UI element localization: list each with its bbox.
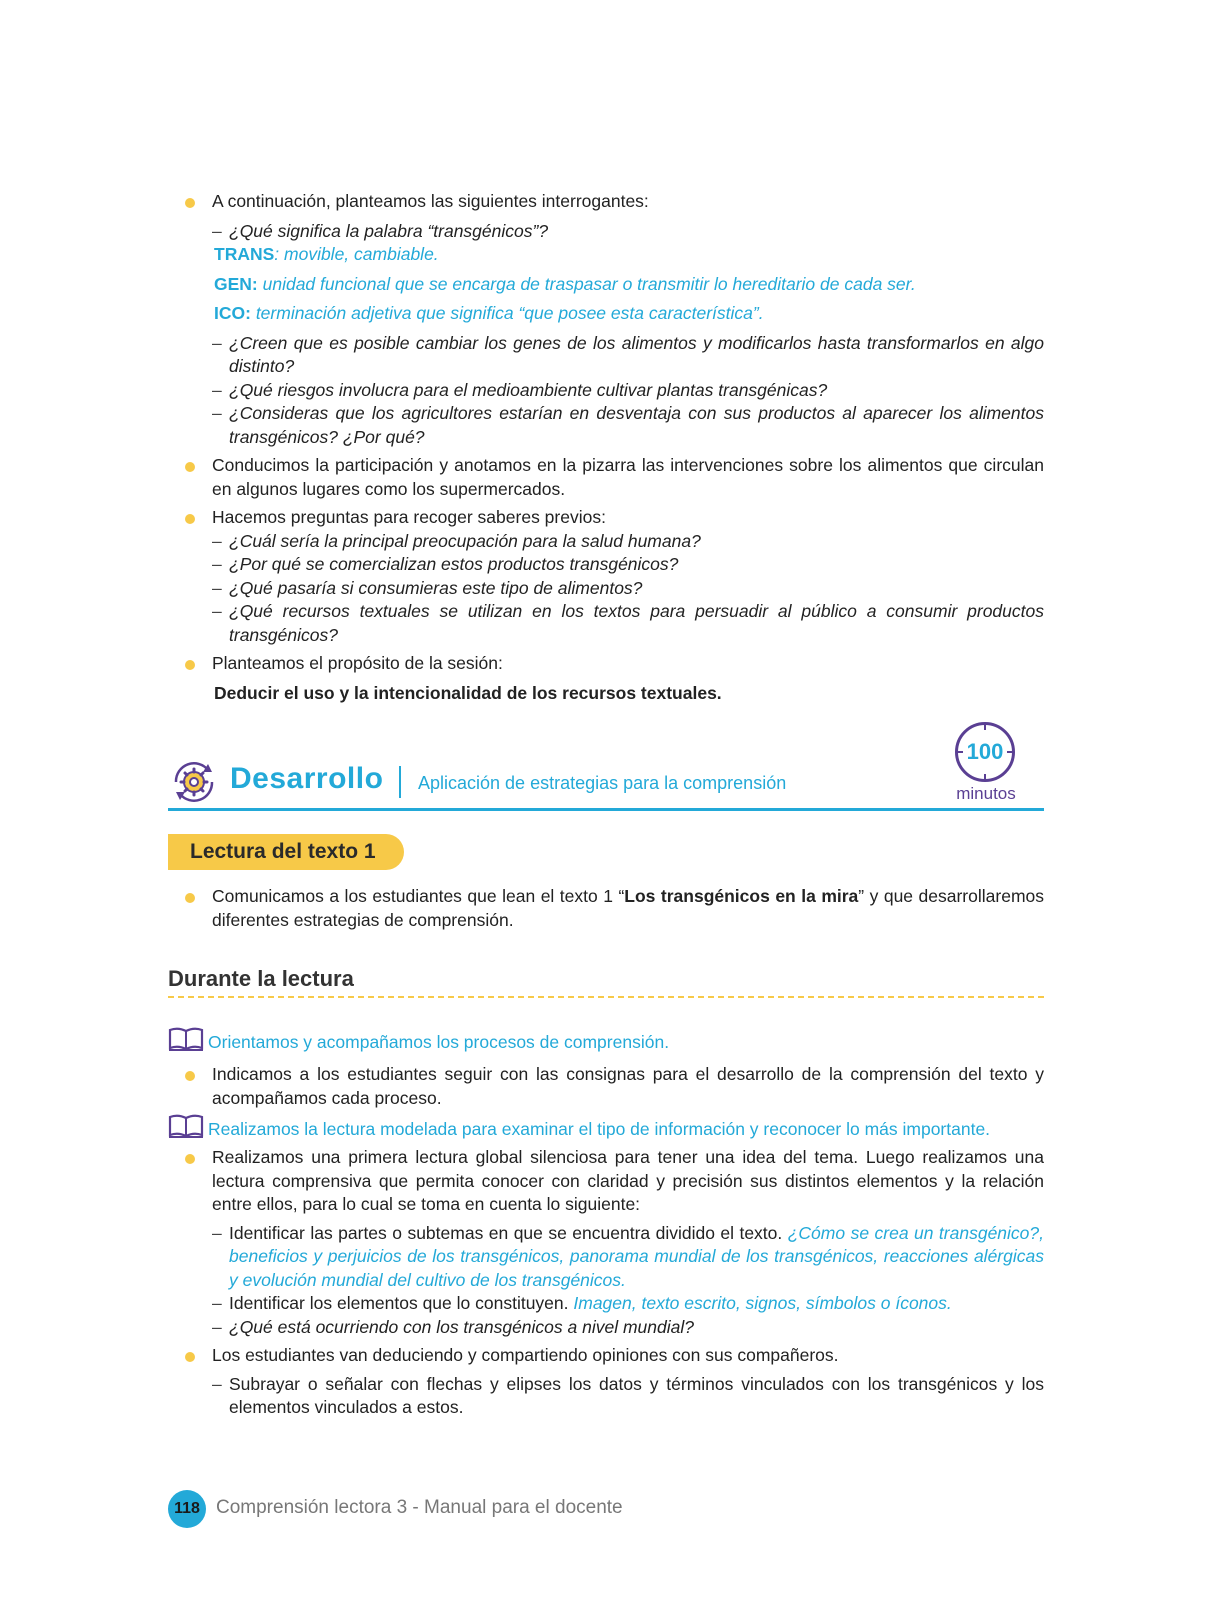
desarrollo-header bbox=[168, 722, 1044, 822]
task-text: Identificar las partes o subtemas en que se encuentra dividido el texto. bbox=[229, 1222, 788, 1243]
bullet-text: Indicamos a los estudiantes seguir con las consignas para el desarrollo de la comprensión del texto y acompañamos cada proceso. bbox=[212, 1064, 1044, 1108]
task-text: Subrayar o señalar con flechas y elipses los datos y términos vinculados con los transgénicos y los elementos vinculados a estos. bbox=[229, 1373, 1044, 1417]
definition-label: TRANS bbox=[214, 244, 275, 264]
question-text: ¿Creen que es posible cambiar los genes de los alimentos y modificarlos hasta transformarlos en algo distinto? bbox=[229, 332, 1044, 376]
task-item bbox=[168, 1222, 1044, 1293]
task-answer: ¿Cómo se crea un transgénico?, beneficios y perjuicios de los transgénicos, panorama mundial de los transgénicos, reacciones alérgicas y evolución mundial del cultivo de los transgénicos. bbox=[229, 1222, 1044, 1290]
question-item bbox=[168, 402, 1044, 449]
question-text: ¿Qué significa la palabra “transgénicos”? bbox=[229, 220, 549, 241]
question-item bbox=[168, 220, 1044, 244]
section-title: Desarrollo bbox=[230, 762, 384, 795]
list-item bbox=[168, 1146, 1044, 1217]
session-purpose bbox=[168, 682, 1044, 706]
question-text: ¿Por qué se comercializan estos productos transgénicos? bbox=[229, 554, 679, 574]
question-item bbox=[168, 379, 1044, 403]
task-item bbox=[168, 1316, 1044, 1340]
definition-trans bbox=[168, 243, 1044, 267]
dashed-divider bbox=[168, 996, 1044, 998]
bullet-dot bbox=[185, 198, 195, 208]
definition-label: GEN: bbox=[214, 273, 258, 294]
gear-icon bbox=[168, 756, 220, 808]
book-icon bbox=[168, 1026, 204, 1052]
list-item bbox=[168, 1344, 1044, 1368]
subsection-heading: Durante la lectura bbox=[168, 966, 354, 991]
strategy-row bbox=[168, 1117, 1044, 1141]
strategy-row bbox=[168, 1030, 1044, 1054]
bullet-dot bbox=[185, 660, 195, 670]
question-item bbox=[168, 600, 1044, 647]
section-rule bbox=[168, 808, 1044, 811]
bullet-dot bbox=[185, 514, 195, 524]
reading-tag-label: Lectura del texto 1 bbox=[190, 840, 376, 863]
question-text: ¿Consideras que los agricultores estarían en desventaja con sus productos al aparecer los alimentos transgénicos? ¿Por qué? bbox=[229, 403, 1044, 447]
page-number: 118 bbox=[168, 1490, 206, 1528]
task-item bbox=[168, 1373, 1044, 1420]
bullet-text: Planteamos el propósito de la sesión: bbox=[212, 653, 503, 673]
task-text: Identificar los elementos que lo constituyen. bbox=[229, 1293, 574, 1313]
question-text: ¿Qué recursos textuales se utilizan en los textos para persuadir al público a consumir productos transgénicos? bbox=[229, 601, 1044, 645]
question-item bbox=[168, 530, 1044, 554]
book-icon bbox=[168, 1113, 204, 1139]
bullet-dot bbox=[185, 1352, 195, 1362]
purpose-text: Deducir el uso y la intencionalidad de los recursos textuales. bbox=[214, 682, 722, 703]
list-item bbox=[168, 885, 1044, 932]
reading-tag bbox=[168, 834, 404, 870]
question-text: ¿Qué pasaría si consumieras este tipo de alimentos? bbox=[229, 577, 643, 598]
text-title: Los transgénicos en la mira bbox=[624, 886, 859, 906]
bullet-text: Comunicamos a los estudiantes que lean el texto 1 “ bbox=[212, 886, 625, 906]
bullet-text: Los estudiantes van deduciendo y compartiendo opiniones con sus compañeros. bbox=[212, 1345, 839, 1365]
question-text: ¿Cuál sería la principal preocupación para la salud humana? bbox=[229, 530, 701, 551]
list-item bbox=[168, 652, 1044, 676]
list-item bbox=[168, 190, 1044, 214]
clock-icon bbox=[955, 722, 1015, 782]
top-section bbox=[168, 190, 1044, 705]
bullet-dot bbox=[185, 1071, 195, 1081]
bullet-text: Conducimos la participación y anotamos en la pizarra las intervenciones sobre los alimentos que circulan en algunos lugares como los supermercados. bbox=[212, 455, 1044, 499]
minutes-value: 100 bbox=[966, 739, 1004, 764]
strategy-text: Orientamos y acompañamos los procesos de comprensión. bbox=[208, 1032, 670, 1052]
question-text: ¿Qué riesgos involucra para el medioambiente cultivar plantas transgénicas? bbox=[229, 379, 828, 400]
footer-text: Comprensión lectora 3 - Manual para el docente bbox=[216, 1497, 623, 1518]
question-item bbox=[168, 577, 1044, 601]
strategy-text: Realizamos la lectura modelada para examinar el tipo de información y reconocer lo más importante. bbox=[208, 1119, 991, 1139]
bullet-dot bbox=[185, 1154, 195, 1164]
lectura-section bbox=[168, 885, 1044, 932]
task-text: ¿Qué está ocurriendo con los transgénicos a nivel mundial? bbox=[229, 1316, 694, 1337]
bullet-text: Hacemos preguntas para recoger saberes previos: bbox=[212, 507, 606, 527]
minutes-label: minutos bbox=[956, 784, 1016, 803]
list-item bbox=[168, 1063, 1044, 1110]
section-subtitle: Aplicación de estrategias para la comprensión bbox=[418, 773, 787, 793]
definition-text: : movible, cambiable. bbox=[274, 244, 439, 264]
definition-text: terminación adjetiva que significa “que posee esta característica”. bbox=[250, 303, 764, 323]
list-item bbox=[168, 506, 1044, 530]
task-item bbox=[168, 1292, 1044, 1316]
bullet-text: A continuación, planteamos las siguientes interrogantes: bbox=[212, 191, 649, 211]
question-item bbox=[168, 332, 1044, 379]
divider bbox=[399, 766, 401, 798]
definition-gen bbox=[168, 273, 1044, 297]
durante-section bbox=[168, 1030, 1044, 1420]
bullet-text: Realizamos una primera lectura global silenciosa para tener una idea del tema. Luego realizamos una lectura comprensiva que permita conocer con claridad y precisión sus distintos elementos y la relación entre ellos, para lo cual se toma en cuenta lo siguiente: bbox=[212, 1147, 1044, 1214]
bullet-dot bbox=[185, 893, 195, 903]
definition-text: unidad funcional que se encarga de traspasar o transmitir lo hereditario de cada ser. bbox=[257, 273, 916, 294]
question-item bbox=[168, 553, 1044, 577]
task-answer: Imagen, texto escrito, signos, símbolos o íconos. bbox=[573, 1293, 952, 1313]
definition-ico bbox=[168, 302, 1044, 326]
definition-label: ICO: bbox=[214, 303, 251, 323]
bullet-dot bbox=[185, 462, 195, 472]
list-item bbox=[168, 454, 1044, 501]
bullet-text: ” y que desarrollaremos diferentes estrategias de comprensión. bbox=[212, 886, 1044, 930]
